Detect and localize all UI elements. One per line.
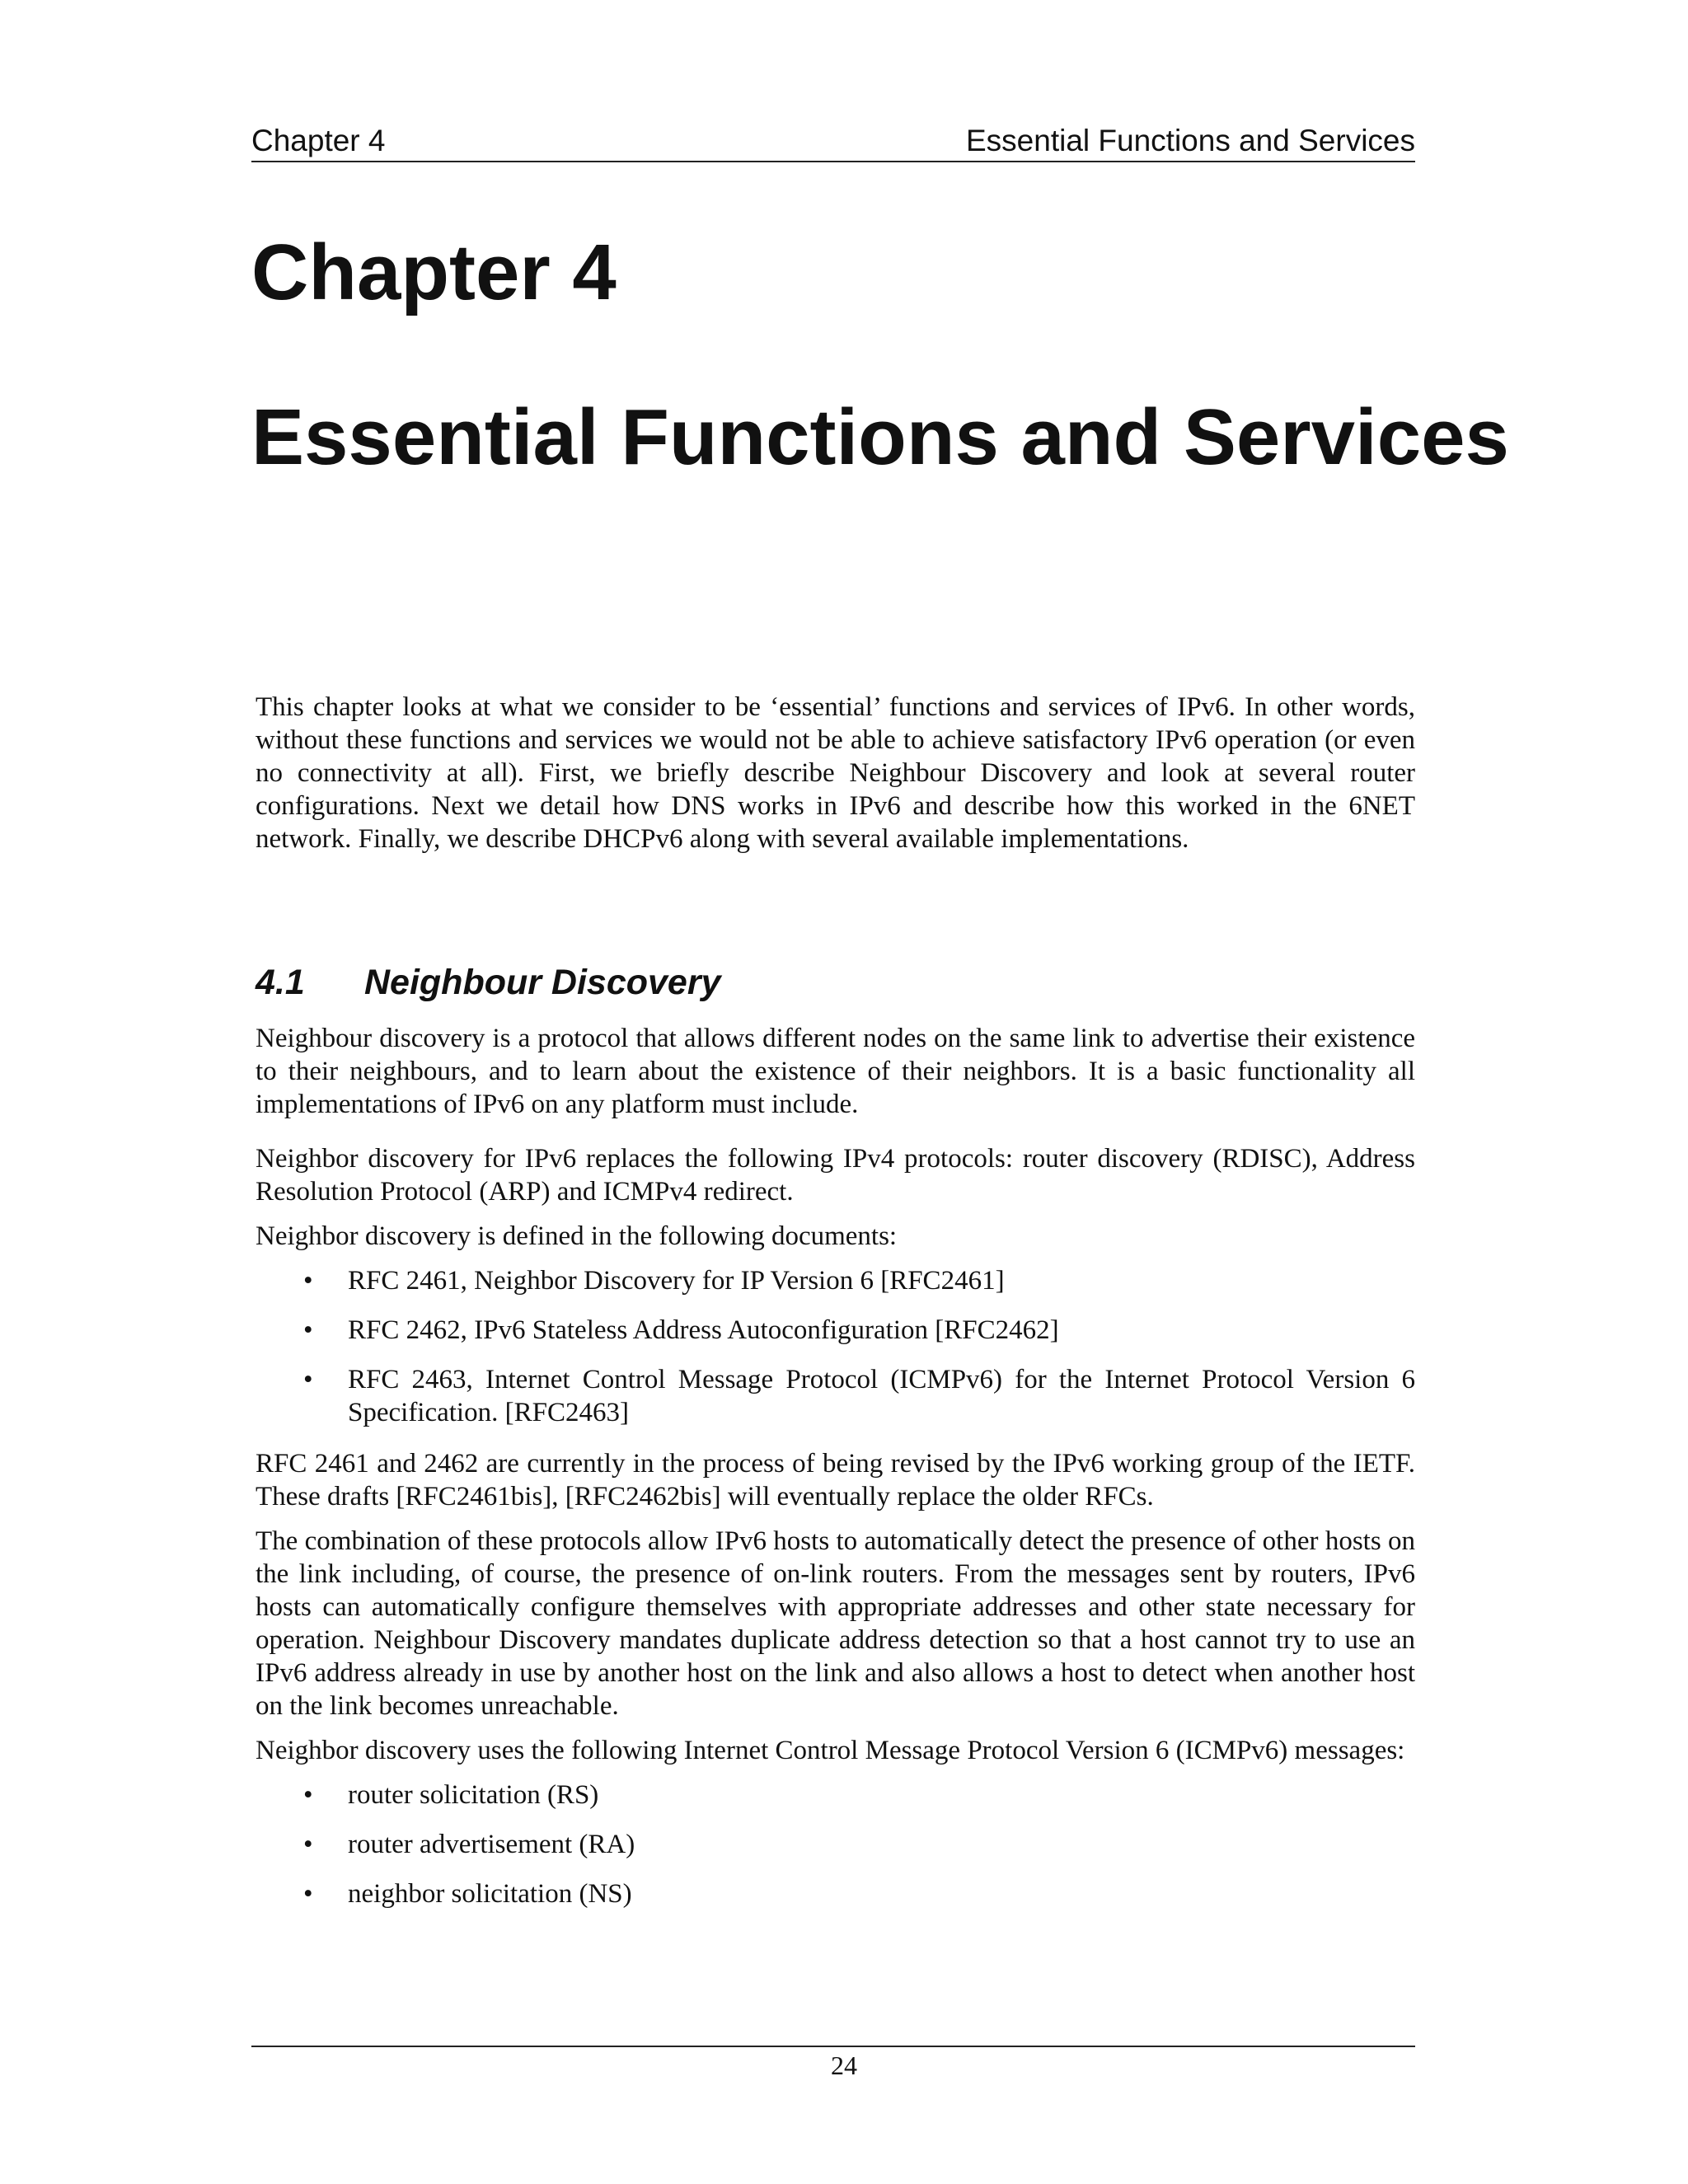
documents-list bbox=[256, 1264, 1415, 1429]
list-item-text: RFC 2461, Neighbor Discovery for IP Version 6 [RFC2461] bbox=[348, 1266, 1005, 1296]
list-item bbox=[256, 1877, 1415, 1910]
list-item bbox=[256, 1779, 1415, 1811]
paragraph: The combination of these protocols allow IPv6 hosts to automatically detect the presence of other hosts on the link including, of course, the presence of on-link routers. From the messages sent by routers, IPv6 hosts can automatically configure themselves with appropriate addresses and other state necessary for operation. Neighbour Discovery mandates duplicate address detection so that a host cannot try to use an IPv6 address already in use by another host on the link and also allows a host to detect when another host on the link becomes unreachable. bbox=[256, 1526, 1415, 1721]
paragraph: Neighbor discovery uses the following Internet Control Message Protocol Version 6 (ICMPv6) messages: bbox=[256, 1736, 1405, 1765]
running-header-title: Essential Functions and Services bbox=[966, 124, 1415, 157]
bullet-icon: • bbox=[303, 1315, 313, 1345]
paragraph: RFC 2461 and 2462 are currently in the process of being revised by the IPv6 working group of the IETF. These drafts [RFC2461bis], [RFC2462bis] will eventually replace the older RFCs. bbox=[256, 1449, 1415, 1511]
list-item bbox=[256, 1264, 1415, 1297]
list-item bbox=[256, 1363, 1415, 1429]
running-header-chapter: Chapter 4 bbox=[251, 124, 386, 157]
page-number: 24 bbox=[831, 2050, 857, 2080]
list-item-text: RFC 2463, Internet Control Message Protocol (ICMPv6) for the Internet Protocol Version 6 Specification. [RFC2463] bbox=[348, 1365, 1415, 1427]
section-title: Neighbour Discovery bbox=[364, 963, 721, 1002]
list-item-text: router advertisement (RA) bbox=[348, 1830, 635, 1859]
bullet-icon: • bbox=[303, 1266, 313, 1296]
section-number: 4.1 bbox=[256, 963, 305, 1002]
intro-paragraph: This chapter looks at what we consider to be ‘essential’ functions and services of IPv6. In other words, without these functions and services we would not be able to achieve satisfactory IPv6 operation (or even no connectivity at all). First, we briefly describe Neighbour Discovery and look at several router configurations. Next we detail how DNS works in IPv6 and describe how this worked in the 6NET network. Finally, we describe DHCPv6 along with several available implementations. bbox=[256, 692, 1415, 854]
list-item-text: RFC 2462, IPv6 Stateless Address Autoconfiguration [RFC2462] bbox=[348, 1315, 1059, 1345]
bullet-icon: • bbox=[303, 1780, 313, 1810]
running-header bbox=[251, 120, 1415, 162]
list-item bbox=[256, 1828, 1415, 1861]
footer-rule bbox=[251, 2046, 1415, 2047]
section-content bbox=[256, 1022, 1415, 1929]
paragraph: Neighbour discovery is a protocol that allows different nodes on the same link to advertise their existence to their neighbours, and to learn about the existence of their neighbors. It is a basic functionality all implementations of IPv6 on any platform must include. bbox=[256, 1024, 1415, 1119]
list-item-text: router solicitation (RS) bbox=[348, 1780, 599, 1810]
paragraph: Neighbor discovery is defined in the following documents: bbox=[256, 1221, 898, 1251]
chapter-title-heading: Essential Functions and Services bbox=[251, 393, 1509, 481]
messages-list bbox=[256, 1779, 1415, 1910]
section-heading bbox=[256, 963, 721, 1003]
bullet-icon: • bbox=[303, 1830, 313, 1859]
list-item-text: neighbor solicitation (NS) bbox=[348, 1879, 632, 1909]
paragraph: Neighbor discovery for IPv6 replaces the following IPv4 protocols: router discovery (RDISC), Address Resolution Protocol (ARP) and ICMPv4 redirect. bbox=[256, 1144, 1415, 1207]
bullet-icon: • bbox=[303, 1879, 313, 1909]
chapter-number-heading: Chapter 4 bbox=[251, 228, 617, 316]
bullet-icon: • bbox=[303, 1365, 313, 1394]
list-item bbox=[256, 1314, 1415, 1347]
